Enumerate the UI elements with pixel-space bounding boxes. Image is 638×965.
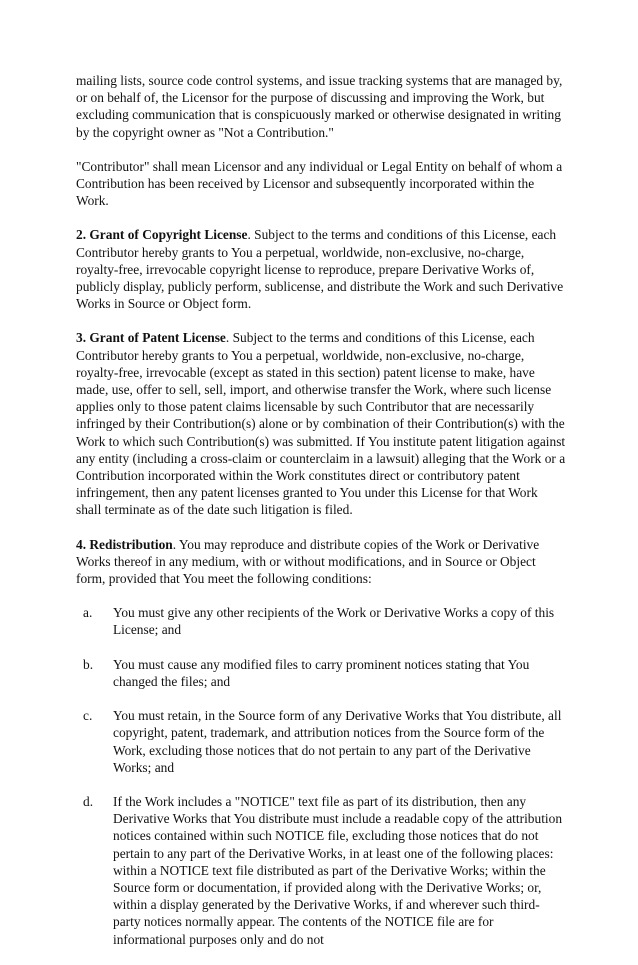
section-heading: 2. Grant of Copyright License <box>76 227 248 243</box>
redistribution-conditions-list <box>76 604 566 947</box>
section-heading: 4. Redistribution <box>76 536 173 552</box>
section-body: . You may reproduce and distribute copies of the Work or Derivative Works thereof in any medium, with or without modifications, and in Source or Object form, provided that You meet the following conditions: <box>76 536 540 587</box>
paragraph-contribution-continued: mailing lists, source code control systems, and issue tracking systems that are managed by, or on behalf of, the Licensor for the purpose of discussing and improving the Work, but excluding communication that is conspicuously marked or otherwise designated in writing by the copyright owner as "Not a Contribution." <box>76 73 563 140</box>
list-item <box>76 793 566 948</box>
list-item-text: If the Work includes a "NOTICE" text file as part of its distribution, then any Derivative Works that You distribute must include a readable copy of the attribution notices contained within such NOTICE file, excluding those notices that do not pertain to any part of the Derivative Works, in at least one of the following places: within a NOTICE text file distributed as part of the Derivative Works; within the Source form or documentation, if provided along with the Derivative Works; or, within a display generated by the Derivative Works, if and wherever such third-party notices normally appear. The contents of the NOTICE file are for informational purposes only and do not <box>113 793 563 947</box>
section-heading: 3. Grant of Patent License <box>76 330 226 346</box>
list-item-text: You must retain, in the Source form of any Derivative Works that You distribute, all copyright, patent, trademark, and attribution notices from the Source form of the Work, excluding those notices that do not pertain to any part of the Derivative Works; and <box>113 708 562 775</box>
list-item <box>76 707 566 776</box>
list-marker: a. <box>83 605 93 621</box>
section-grant-of-copyright-license <box>76 226 566 312</box>
list-item <box>76 656 566 690</box>
list-item-text: You must cause any modified files to carry prominent notices stating that You changed the files; and <box>113 656 530 689</box>
list-item-text: You must give any other recipients of the Work or Derivative Works a copy of this License; and <box>113 605 555 638</box>
list-marker: b. <box>83 656 94 672</box>
document-page <box>76 72 566 965</box>
list-item <box>76 604 566 638</box>
list-marker: d. <box>83 793 94 809</box>
section-redistribution <box>76 536 566 588</box>
list-marker: c. <box>83 708 93 724</box>
section-body: . Subject to the terms and conditions of this License, each Contributor hereby grants to You a perpetual, worldwide, non-exclusive, no-charge, royalty-free, irrevocable copyright license to reproduce, prepare Derivative Works of, publicly display, publicly perform, sublicense, and distribute the Work and such Derivative Works in Source or Object form. <box>76 227 564 312</box>
section-grant-of-patent-license <box>76 329 566 518</box>
paragraph-contributor-definition: "Contributor" shall mean Licensor and any individual or Legal Entity on behalf of whom a Contribution has been received by Licensor and subsequently incorporated within the Work. <box>76 158 563 209</box>
section-body: . Subject to the terms and conditions of this License, each Contributor hereby grants to You a perpetual, worldwide, non-exclusive, no-charge, royalty-free, irrevocable (except as stated in this section) patent license to make, have made, use, offer to sell, sell, import, and otherwise transfer the Work, where such license applies only to those patent claims licensable by such Contributor that are necessarily infringed by their Contribution(s) alone or by combination of their Contribution(s) with the Work to which such Contribution(s) was submitted. If You institute patent litigation against any entity (including a cross-claim or counterclaim in a lawsuit) alleging that the Work or a Contribution incorporated within the Work constitutes direct or contributory patent infringement, then any patent licenses granted to You under this License for that Work shall terminate as of the date such litigation is filed. <box>76 330 566 518</box>
